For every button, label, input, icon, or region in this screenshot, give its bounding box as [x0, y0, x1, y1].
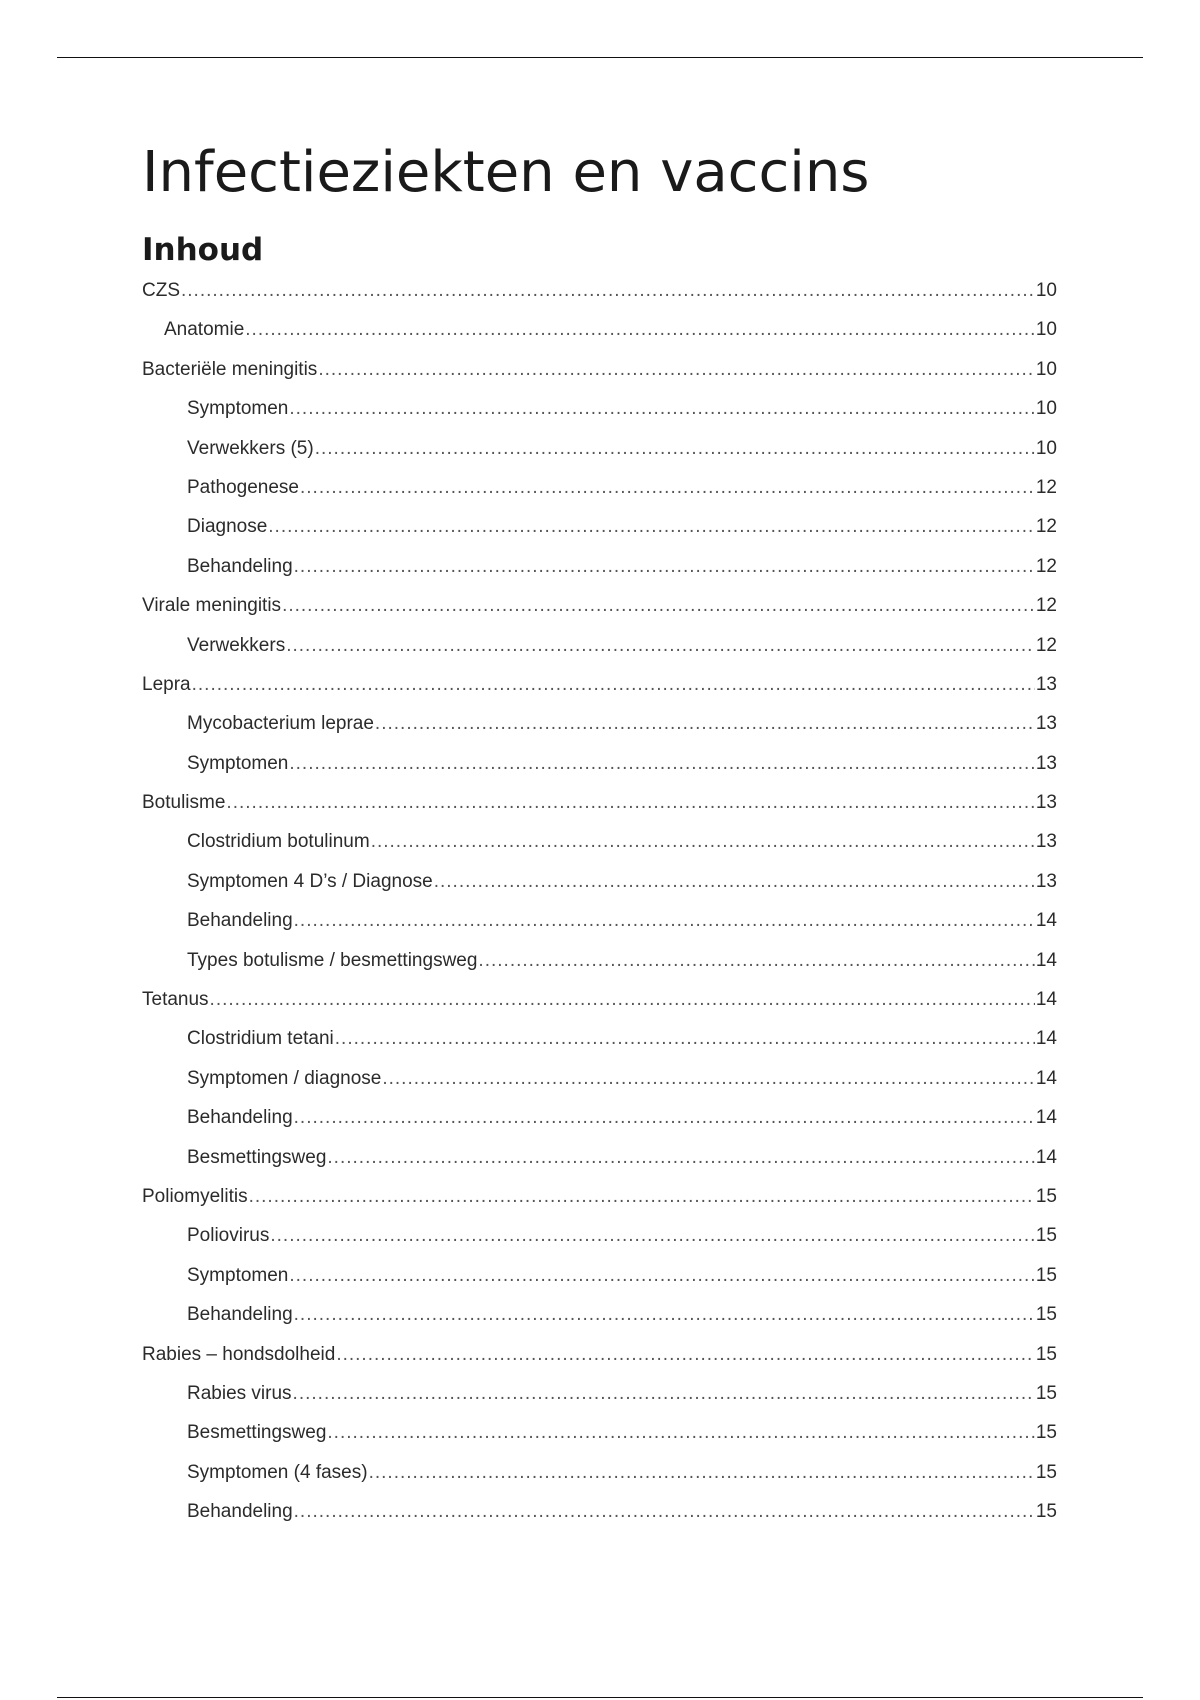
toc-dot-leader — [245, 319, 1035, 341]
toc-entry-label: Clostridium botulinum — [187, 831, 370, 853]
toc-dot-leader — [268, 516, 1035, 538]
toc-page-number: 15 — [1035, 1343, 1057, 1365]
toc-entry-label: Rabies – hondsdolheid — [142, 1343, 336, 1365]
toc-page-number: 14 — [1035, 989, 1057, 1011]
toc-entry-label: Clostridium tetani — [187, 1028, 334, 1050]
toc-entry[interactable] — [142, 477, 1057, 516]
toc-dot-leader — [289, 1265, 1034, 1287]
toc-entry-label: Types botulisme / besmettingsweg — [187, 949, 478, 971]
toc-entry-label: Besmettingsweg — [187, 1146, 327, 1168]
toc-entry-label: Verwekkers — [187, 634, 286, 656]
toc-dot-leader — [327, 1422, 1034, 1444]
toc-entry[interactable] — [142, 1501, 1057, 1540]
toc-entry[interactable] — [142, 674, 1057, 713]
toc-entry-label: Tetanus — [142, 989, 209, 1011]
toc-dot-leader — [226, 792, 1034, 814]
toc-page-number: 14 — [1035, 910, 1057, 932]
toc-page-number: 15 — [1035, 1264, 1057, 1286]
toc-page-number: 12 — [1035, 595, 1057, 617]
toc-entry[interactable] — [142, 359, 1057, 398]
toc-dot-leader — [300, 477, 1035, 499]
toc-entry-label: Verwekkers (5) — [187, 437, 314, 459]
toc-page-number: 13 — [1035, 870, 1057, 892]
toc-entry[interactable] — [142, 280, 1057, 319]
toc-entry-label: Symptomen 4 D’s / Diagnose — [187, 870, 433, 892]
toc-entry-label: Behandeling — [187, 1107, 293, 1129]
toc-entry[interactable] — [142, 1225, 1057, 1264]
toc-entry-label: Symptomen — [187, 752, 289, 774]
toc-page-number: 12 — [1035, 634, 1057, 656]
header-rule — [57, 57, 1143, 58]
toc-dot-leader — [249, 1186, 1035, 1208]
toc-entry[interactable] — [142, 989, 1057, 1028]
toc-dot-leader — [318, 359, 1035, 381]
toc-entry-label: Mycobacterium leprae — [187, 713, 374, 735]
toc-entry[interactable] — [142, 1028, 1057, 1067]
toc-page-number: 13 — [1035, 713, 1057, 735]
toc-entry-label: Poliovirus — [187, 1225, 270, 1247]
toc-entry[interactable] — [142, 438, 1057, 477]
toc-dot-leader — [478, 950, 1034, 972]
toc-dot-leader — [289, 753, 1034, 775]
table-of-contents — [142, 280, 1057, 1541]
toc-page-number: 12 — [1035, 516, 1057, 538]
toc-dot-leader — [382, 1068, 1035, 1090]
toc-entry[interactable] — [142, 556, 1057, 595]
toc-page-number: 15 — [1035, 1185, 1057, 1207]
toc-page-number: 12 — [1035, 555, 1057, 577]
toc-page-number: 10 — [1035, 358, 1057, 380]
toc-entry-label: Symptomen / diagnose — [187, 1067, 382, 1089]
toc-entry[interactable] — [142, 1383, 1057, 1422]
toc-page-number: 10 — [1035, 398, 1057, 420]
toc-page-number: 10 — [1035, 319, 1057, 341]
toc-entry-label: Bacteriële meningitis — [142, 358, 318, 380]
toc-dot-leader — [181, 280, 1035, 302]
toc-page-number: 14 — [1035, 1067, 1057, 1089]
toc-entry-label: Lepra — [142, 673, 191, 695]
toc-dot-leader — [294, 1304, 1035, 1326]
toc-dot-leader — [210, 989, 1035, 1011]
toc-entry[interactable] — [142, 1304, 1057, 1343]
toc-dot-leader — [369, 1462, 1035, 1484]
toc-page-number: 15 — [1035, 1422, 1057, 1444]
toc-page-number: 15 — [1035, 1225, 1057, 1247]
toc-dot-leader — [289, 398, 1034, 420]
toc-entry[interactable] — [142, 950, 1057, 989]
toc-page-number: 15 — [1035, 1304, 1057, 1326]
toc-entry[interactable] — [142, 753, 1057, 792]
toc-dot-leader — [294, 1501, 1035, 1523]
toc-dot-leader — [293, 1383, 1035, 1405]
toc-entry[interactable] — [142, 1147, 1057, 1186]
toc-entry[interactable] — [142, 1462, 1057, 1501]
toc-entry-label: Behandeling — [187, 1501, 293, 1523]
toc-entry-label: Botulisme — [142, 792, 226, 814]
toc-entry[interactable] — [142, 1422, 1057, 1461]
toc-entry[interactable] — [142, 1186, 1057, 1225]
toc-dot-leader — [294, 910, 1035, 932]
toc-dot-leader — [335, 1028, 1035, 1050]
toc-dot-leader — [371, 831, 1035, 853]
toc-entry[interactable] — [142, 1344, 1057, 1383]
toc-entry[interactable] — [142, 1265, 1057, 1304]
toc-entry-label: Besmettingsweg — [187, 1422, 327, 1444]
toc-page-number: 10 — [1035, 437, 1057, 459]
toc-entry[interactable] — [142, 319, 1057, 358]
toc-entry[interactable] — [142, 1107, 1057, 1146]
toc-entry[interactable] — [142, 910, 1057, 949]
toc-dot-leader — [315, 438, 1035, 460]
toc-entry-label: CZS — [142, 280, 180, 301]
footer-rule — [57, 1697, 1143, 1698]
toc-entry[interactable] — [142, 1068, 1057, 1107]
toc-dot-leader — [294, 556, 1035, 578]
toc-entry-label: Anatomie — [164, 319, 245, 341]
toc-page-number: 15 — [1035, 1501, 1057, 1523]
toc-entry[interactable] — [142, 713, 1057, 752]
toc-page-number: 13 — [1035, 752, 1057, 774]
toc-entry-label: Symptomen — [187, 1264, 289, 1286]
toc-entry-label: Behandeling — [187, 1304, 293, 1326]
toc-dot-leader — [434, 871, 1035, 893]
toc-entry-label: Virale meningitis — [142, 595, 282, 617]
toc-entry-label: Diagnose — [187, 516, 268, 538]
toc-entry[interactable] — [142, 871, 1057, 910]
document-title: Infectieziekten en vaccins — [142, 140, 870, 205]
toc-page-number: 14 — [1035, 1107, 1057, 1129]
toc-page-number: 13 — [1035, 831, 1057, 853]
toc-page-number: 12 — [1035, 476, 1057, 498]
toc-entry-label: Behandeling — [187, 555, 293, 577]
toc-heading: Inhoud — [142, 232, 264, 268]
toc-page-number: 14 — [1035, 1146, 1057, 1168]
toc-entry[interactable] — [142, 635, 1057, 674]
toc-dot-leader — [286, 635, 1035, 657]
toc-entry-label: Rabies virus — [187, 1382, 292, 1404]
toc-entry[interactable] — [142, 831, 1057, 870]
toc-entry[interactable] — [142, 792, 1057, 831]
toc-page-number: 13 — [1035, 792, 1057, 814]
toc-dot-leader — [336, 1344, 1035, 1366]
toc-dot-leader — [327, 1147, 1034, 1169]
toc-entry-label: Poliomyelitis — [142, 1185, 248, 1207]
toc-page-number: 14 — [1035, 1028, 1057, 1050]
toc-entry[interactable] — [142, 516, 1057, 555]
toc-dot-leader — [192, 674, 1035, 696]
toc-entry-label: Behandeling — [187, 910, 293, 932]
toc-entry[interactable] — [142, 398, 1057, 437]
toc-entry-label: Symptomen — [187, 398, 289, 420]
toc-entry[interactable] — [142, 595, 1057, 634]
toc-dot-leader — [294, 1107, 1035, 1129]
toc-dot-leader — [282, 595, 1035, 617]
toc-entry-label: Symptomen (4 fases) — [187, 1461, 368, 1483]
toc-page-number: 13 — [1035, 673, 1057, 695]
toc-entry-label: Pathogenese — [187, 476, 299, 498]
toc-dot-leader — [375, 713, 1035, 735]
toc-page-number: 15 — [1035, 1382, 1057, 1404]
toc-page-number: 14 — [1035, 949, 1057, 971]
toc-page-number: 15 — [1035, 1461, 1057, 1483]
toc-page-number: 10 — [1035, 280, 1057, 301]
toc-dot-leader — [270, 1225, 1034, 1247]
